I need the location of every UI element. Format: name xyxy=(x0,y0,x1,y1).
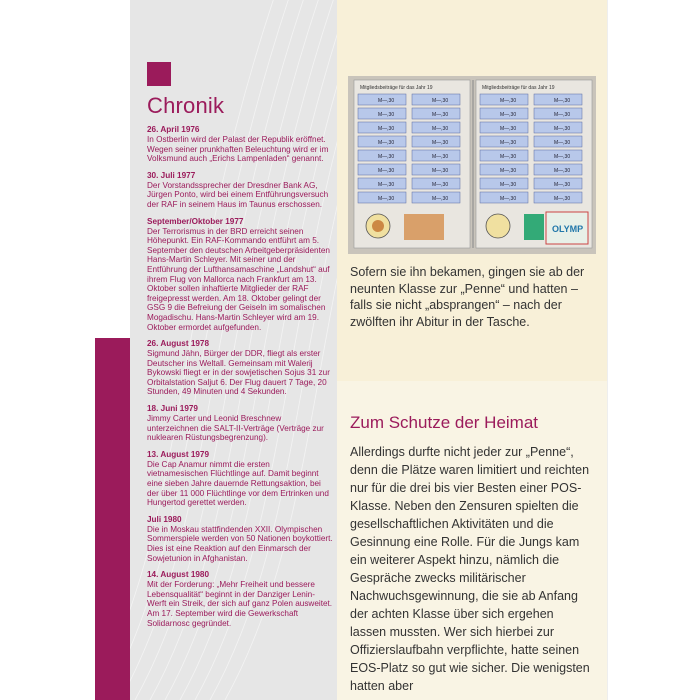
chronik-entry xyxy=(147,450,333,508)
stamp-value: M—,30 xyxy=(378,140,395,146)
accent-bar xyxy=(95,338,130,700)
chronik-entry-date: 30. Juli 1977 xyxy=(147,170,196,180)
chronik-entry xyxy=(147,125,333,164)
stamp-value: M—,30 xyxy=(500,98,517,104)
stamp-value: M—,30 xyxy=(500,140,517,146)
left-margin-bar xyxy=(95,0,131,700)
stamp-value: M—,30 xyxy=(432,126,449,132)
chronik-entry-date: September/Oktober 1977 xyxy=(147,216,244,226)
stamp-value: M—,30 xyxy=(432,154,449,160)
stamp-value: M—,30 xyxy=(500,196,517,202)
stamp-value: M—,30 xyxy=(378,168,395,174)
chronik-entry-date: 18. Juni 1979 xyxy=(147,404,198,414)
stamp-value: M—,30 xyxy=(554,196,571,202)
chronik-entry-text: Die Cap Anamur nimmt die ersten vietnamesischen Flüchtlinge auf. Damit beginnt eine sieben Jahre dauernde Rettungsaktion, bei der über 11 000 Flüchtlinge vor dem Ertrinken und Hungertod gerettet werden. xyxy=(147,459,329,508)
membership-book-photo xyxy=(348,76,596,254)
chronik-entry-date: 14. August 1980 xyxy=(147,570,210,580)
stamp-value: M—,30 xyxy=(500,182,517,188)
chronik-entry-date: Juli 1980 xyxy=(147,514,182,524)
chronik-entry xyxy=(147,515,333,563)
chronik-entry xyxy=(147,570,333,628)
chronik-column xyxy=(130,0,337,700)
chronik-entry-date: 26. April 1976 xyxy=(147,125,200,134)
stamp-value: M—,30 xyxy=(432,98,449,104)
stamp-value: M—,30 xyxy=(378,112,395,118)
stamp-value: M—,30 xyxy=(378,154,395,160)
chronik-entry-date: 13. August 1979 xyxy=(147,449,210,459)
stamp-value: M—,30 xyxy=(554,98,571,104)
stamp-value: M—,30 xyxy=(554,126,571,132)
stamp-value: M—,30 xyxy=(378,182,395,188)
chronik-entry xyxy=(147,171,333,210)
svg-text:OLYMP: OLYMP xyxy=(552,224,584,234)
chronik-entry-text: Jimmy Carter und Leonid Breschnew unterzeichnen die SALT-II-Verträge (Verträge zur nuklearen Rüstungsbegrenzung). xyxy=(147,414,324,443)
chronik-entry xyxy=(147,339,333,397)
stamp-value: M—,30 xyxy=(378,98,395,104)
stamp-value: M—,30 xyxy=(432,168,449,174)
stamp-value: M—,30 xyxy=(500,112,517,118)
stamp-value: M—,30 xyxy=(432,112,449,118)
stamp-value: M—,30 xyxy=(500,126,517,132)
stamp-value: M—,30 xyxy=(432,140,449,146)
chronik-entry-text: Der Terrorismus in der BRD erreicht seinen Höhepunkt. Ein RAF-Kommando entführt am 5. September den deutschen Arbeitgeberpräsidenten Hans-Martin Schleyer. Mit seiner und der Entführung der Lufthansamaschine „Landshut“ auf ihrem Flug von Mallorca nach Frankfurt am 13. Oktober sollen inhaftierte Mitglieder der RAF freigepresst werden. Am 18. Oktober gelingt der GSG 9 die Befreiung der Geiseln im somalischen Mogadischu. Hans-Martin Schleyer wird am 19. Oktober ermordet aufgefunden. xyxy=(147,226,330,332)
stamp-value: M—,30 xyxy=(432,182,449,188)
stamp-value: M—,30 xyxy=(378,126,395,132)
chronik-entry-text: In Ostberlin wird der Palast der Republik eröffnet. Wegen seiner prunkhaften Beleuchtung wird er im Volksmund auch „Erichs Lampenladen“ genannt. xyxy=(147,135,329,164)
stamp-value: M—,30 xyxy=(554,182,571,188)
stamp-value: M—,30 xyxy=(554,140,571,146)
section-body: Allerdings durfte nicht jeder zur „Penne“, denn die Plätze waren limitiert und reichten nur für die drei bis vier Besten einer POS-Klasse. Neben den Zensuren spielten die gesellschaftlichen Aktivitäten und die Gesinnung eine Rolle. Für die Jungs kam ein weiterer Aspekt hinzu, nämlich die Gespräche zwecks militärischer Nachwuchsgewinnung, die sie ab Anfang der achten Klasse über sich ergehen lassen mussten. Wer sich hierbei zur Offizierslaufbahn verpflichte, hatte seinen EOS-Platz so gut wie sicher. Die wenigsten hatten aber xyxy=(350,445,590,693)
section-heading: Zum Schutze der Heimat xyxy=(350,413,539,432)
chronik-entry-text: Mit der Forderung: „Mehr Freiheit und bessere Lebensqualität“ beginnt in der Danziger Lenin-Werft ein Streik, der sich auf ganz Polen ausweitet. Am 17. September wird die Gewerkschaft Solidarnosc gegründet. xyxy=(147,580,333,628)
right-book-header: Mitgliedsbeiträge für das Jahr 19 xyxy=(482,85,555,91)
left-book-header: Mitgliedsbeiträge für das Jahr 19 xyxy=(360,85,433,91)
chronik-entry xyxy=(147,404,333,443)
photo-caption: Sofern sie ihn bekamen, gingen sie ab der neunten Klasse zur „Penne“ und hatten – falls sie nicht „absprangen“ – nach der zwölften ihr Abitur in der Tasche. xyxy=(350,265,585,329)
chronik-entry-date: 26. August 1978 xyxy=(147,339,210,349)
chronik-entry xyxy=(147,217,333,333)
stamp-value: M—,30 xyxy=(554,168,571,174)
stamp-value: M—,30 xyxy=(378,196,395,202)
chronik-entry-text: Die in Moskau stattfindenden XXII. Olympischen Sommerspiele werden von 50 Nationen boykottiert. Dies ist eine Reaktion auf den Einmarsch der Sowjetunion in Afghanistan. xyxy=(147,524,333,563)
stamp-value: M—,30 xyxy=(554,154,571,160)
chronik-entry-text: Der Vorstandssprecher der Dresdner Bank AG, Jürgen Ponto, wird bei einem Entführungsversuch der RAF in seinem Haus im Taunus erschossen. xyxy=(147,180,329,209)
stamp-value: M—,30 xyxy=(500,154,517,160)
chronik-title: Chronik xyxy=(147,93,225,118)
stamp-value: M—,30 xyxy=(432,196,449,202)
stamp-value: M—,30 xyxy=(554,112,571,118)
right-margin xyxy=(607,0,700,700)
chronik-entry-text: Sigmund Jähn, Bürger der DDR, fliegt als erster Deutscher ins Weltall. Gemeinsam mit Walerij Bykowski fliegt er in der sowjetischen Sojus 31 zur Orbitalstation Saljut 6. Der Flug dauert 7 Tage, 20 Stunden, 49 Minuten und 4 Sekunden. xyxy=(147,349,330,397)
chronik-marker xyxy=(147,62,171,86)
stamp-value: M—,30 xyxy=(500,168,517,174)
